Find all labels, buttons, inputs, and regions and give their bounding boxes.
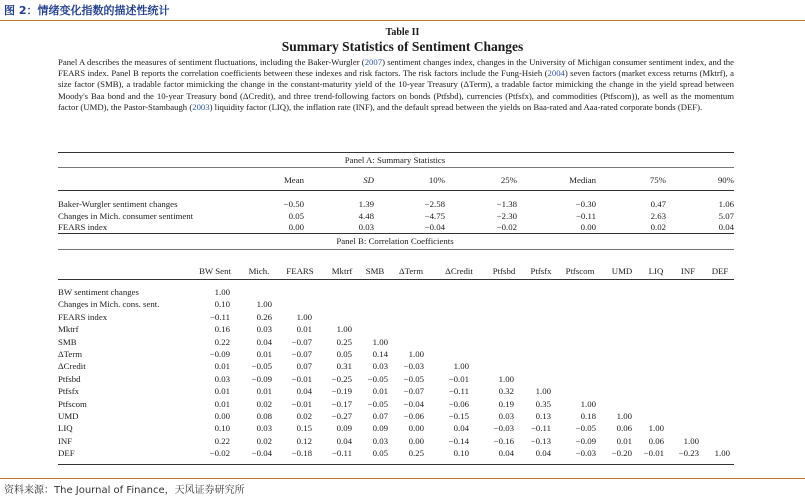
panel-b-row-label: Ptfsfx <box>58 386 80 397</box>
panel-b-cell: 1.00 <box>683 435 699 446</box>
panel-b-row-label: ΔTerm <box>58 349 83 359</box>
header-rule <box>0 20 805 21</box>
panel-a-col-header: 10% <box>428 175 445 185</box>
panel-a-cell: −0.30 <box>575 199 596 209</box>
panel-a-row-label: Baker-Wurgler sentiment changes <box>58 199 178 209</box>
panel-b-cell: 0.08 <box>256 411 272 421</box>
panel-a-cell: −0.02 <box>496 222 517 232</box>
panel-b-cell: −0.09 <box>251 373 272 384</box>
panel-b-cell: 0.03 <box>214 373 230 384</box>
caption-text: ) seven factors (market excess returns (Mktrf), a size factor (SMB), a tradable factor mimicking the change in the constant-maturity yield of the 10-year Treasury (ΔTerm), a tradable factor mimicking the change in the yield spread between Moody's Baa bond and the 10-year Treasury bond (ΔCredit), and three trend-following factors on bonds (Ptfsbd), currencies (Ptfsfx), and commodities (Ptfscom)), as well as the momentum factor (UMD), the Pastor-Stambaugh ( <box>58 68 734 112</box>
panel-b-cell: 0.12 <box>296 435 312 446</box>
panel-a-cell: −0.11 <box>575 211 596 221</box>
panel-b-cell: −0.09 <box>209 349 230 359</box>
panel-b-col-header: Ptfscom <box>565 266 595 276</box>
panel-a-header-rule <box>58 190 734 191</box>
panel-b-bottom-rule <box>58 464 734 465</box>
panel-a-col-header: Mean <box>283 175 304 185</box>
panel-b-cell: −0.20 <box>611 448 632 459</box>
panel-a-title-rule <box>58 167 734 168</box>
panel-a-cell: 0.00 <box>288 222 304 232</box>
panel-a-cell: 0.02 <box>650 222 666 232</box>
panel-b-cell: 1.00 <box>336 324 352 335</box>
panel-a-cell: 4.48 <box>358 211 374 221</box>
panel-b-cell: 1.00 <box>453 361 469 372</box>
panel-b-cell: 0.25 <box>336 336 352 347</box>
panel-b-row-label: FEARS index <box>58 311 108 322</box>
panel-b-cell: 0.22 <box>214 435 230 446</box>
panel-b-cell: 0.14 <box>372 349 388 359</box>
panel-b-cell: 0.05 <box>336 349 352 359</box>
panel-b-col-header: ΔTerm <box>398 266 424 276</box>
table-label: Table II <box>385 27 420 38</box>
panel-b-cell: −0.16 <box>493 435 514 446</box>
panel-b-col-header: Ptfsbd <box>492 266 516 276</box>
panel-b-cell: −0.06 <box>448 398 469 409</box>
panel-b-cell: −0.27 <box>331 411 352 421</box>
panel-b-cell: 0.00 <box>408 423 424 434</box>
panel-b-cell: −0.17 <box>331 398 352 409</box>
panel-b-cell: 0.13 <box>535 411 551 421</box>
panel-b-row-label: Ptfsbd <box>58 373 81 384</box>
panel-b-cell: 0.00 <box>408 435 424 446</box>
panel-a-col-header: 90% <box>717 175 734 185</box>
panel-a-col-header: SD <box>363 175 374 185</box>
panel-b-col-header: INF <box>680 266 696 276</box>
panel-b-col-header: BW Sent <box>199 266 231 276</box>
panel-b-cell: 0.10 <box>453 448 469 459</box>
panel-a-cell: −2.58 <box>424 199 445 209</box>
panel-b-cell: −0.07 <box>291 349 312 359</box>
panel-b-cell: −0.15 <box>448 411 469 421</box>
panel-b-header-rule <box>58 279 734 280</box>
panel-b-cell: 0.04 <box>296 386 312 397</box>
panel-b-cell: 0.04 <box>256 336 272 347</box>
panel-a-top-rule <box>58 152 734 153</box>
footer-rule <box>0 478 805 479</box>
panel-b-cell: 0.01 <box>372 386 388 397</box>
panel-b-cell: 0.03 <box>372 435 388 446</box>
panel-b-cell: 0.01 <box>296 324 312 335</box>
panel-a-cell: 0.03 <box>358 222 374 232</box>
panel-a-col-header: 75% <box>649 175 666 185</box>
panel-b-title-rule <box>58 249 734 250</box>
panel-b-cell: −0.01 <box>291 373 312 384</box>
source-note: 资料来源：The Journal of Finance，天风证券研究所 <box>4 485 245 496</box>
panel-b-cell: 0.07 <box>296 361 312 372</box>
panel-b-cell: −0.05 <box>403 373 424 384</box>
panel-b-cell: 1.00 <box>256 299 272 310</box>
panel-b-cell: 0.09 <box>336 423 352 434</box>
panel-b-col-header: SMB <box>365 266 385 276</box>
panel-b-cell: 0.03 <box>256 324 272 335</box>
panel-a-row-label: FEARS index <box>58 222 108 232</box>
panel-b-cell: 0.07 <box>372 411 388 421</box>
panel-b-row-label: UMD <box>58 411 79 421</box>
panel-b-col-header: Mktrf <box>331 266 353 276</box>
panel-b-cell: −0.07 <box>403 386 424 397</box>
panel-b-cell: −0.05 <box>251 361 272 372</box>
panel-b-cell: −0.11 <box>331 448 352 459</box>
panel-b-cell: 0.32 <box>498 386 514 397</box>
panel-b-cell: 0.01 <box>214 398 230 409</box>
panel-b-col-header: Ptfsfx <box>530 266 552 276</box>
panel-b-row-label: Mktrf <box>58 324 79 335</box>
table-title: Summary Statistics of Sentiment Changes <box>281 39 524 54</box>
panel-b-title: Panel B: Correlation Coefficients <box>336 236 454 246</box>
panel-b-cell: 1.00 <box>714 448 730 459</box>
panel-b-cell: 1.00 <box>616 411 632 421</box>
panel-b-col-header: FEARS <box>286 266 314 276</box>
panel-b-cell: 0.02 <box>256 435 272 446</box>
panel-b-cell: −0.01 <box>291 398 312 409</box>
panel-b-cell: −0.05 <box>367 373 388 384</box>
panel-b-row-label: Changes in Mich. cons. sent. <box>58 299 160 310</box>
panel-b-cell: −0.11 <box>448 386 469 397</box>
panel-a-row-label: Changes in Mich. consumer sentiment <box>58 211 194 221</box>
panel-b-cell: −0.01 <box>643 448 664 459</box>
paper-page <box>0 24 805 476</box>
panel-b-cell: −0.03 <box>575 448 596 459</box>
panel-b-cell: −0.04 <box>403 398 424 409</box>
citation-link[interactable]: 2007 <box>364 57 383 67</box>
panel-b-cell: 0.18 <box>580 411 596 421</box>
panel-a-cell: −0.50 <box>283 199 304 209</box>
panel-b-cell: 0.31 <box>336 361 352 372</box>
panel-b-cell: −0.11 <box>530 423 551 434</box>
panel-b-cell: −0.11 <box>209 311 230 322</box>
figure-title: 图 2：情绪变化指数的描述性统计 <box>4 4 170 17</box>
panel-a-cell: 2.63 <box>650 211 666 221</box>
panel-b-cell: 0.01 <box>214 361 230 372</box>
panel-b-cell: 0.10 <box>214 299 230 310</box>
panel-b-cell: 0.04 <box>336 435 352 446</box>
panel-b-cell: −0.03 <box>493 423 514 434</box>
panel-b-cell: −0.03 <box>403 361 424 372</box>
panel-b-cell: 1.00 <box>498 373 514 384</box>
caption-text: ) liquidity factor (LIQ), the inflation rate (INF), and the default spread between the yields on Baa-rated and Aaa-rated corporate bonds (DEF). <box>209 101 703 112</box>
panel-a-cell: 1.39 <box>358 199 374 209</box>
panel-b-cell: −0.06 <box>403 411 424 421</box>
panel-b-cell: 0.01 <box>616 435 632 446</box>
panel-b-cell: 0.35 <box>535 398 551 409</box>
panel-a-cell: −1.38 <box>496 199 517 209</box>
caption-text: Panel A describes the measures of sentiment fluctuations, including the Baker-Wurgler ( <box>58 57 365 67</box>
panel-b-cell: 0.25 <box>408 448 424 459</box>
panel-b-cell: 1.00 <box>296 311 312 322</box>
panel-b-cell: 1.00 <box>372 336 388 347</box>
panel-b-cell: 1.00 <box>408 349 424 359</box>
panel-b-cell: 0.09 <box>372 423 388 434</box>
panel-a-col-header: 25% <box>500 175 517 185</box>
panel-b-cell: 0.01 <box>256 386 272 397</box>
panel-b-cell: 1.00 <box>535 386 551 397</box>
panel-b-cell: −0.13 <box>530 435 551 446</box>
panel-b-cell: −0.07 <box>291 336 312 347</box>
panel-a-cell: 0.00 <box>580 222 596 232</box>
panel-b-cell: 0.16 <box>214 324 230 335</box>
panel-b-cell: 0.10 <box>214 423 230 434</box>
panel-a-cell: −4.75 <box>424 211 445 221</box>
table-caption <box>58 57 734 113</box>
panel-b-row-label: ΔCredit <box>58 361 86 372</box>
panel-a-cell: 0.04 <box>718 222 734 232</box>
panel-b-cell: 1.00 <box>580 398 596 409</box>
panel-b-cell: −0.01 <box>448 373 469 384</box>
panel-b-col-header: UMD <box>611 266 633 276</box>
panel-b-row-label: LIQ <box>58 423 73 434</box>
panel-b-cell: 0.06 <box>616 423 632 434</box>
panel-b-col-header: LIQ <box>648 266 664 276</box>
panel-b-cell: 0.00 <box>214 411 230 421</box>
panel-a-cell: −0.04 <box>424 222 445 232</box>
panel-b-row-label: SMB <box>58 336 77 347</box>
panel-a-title: Panel A: Summary Statistics <box>344 155 446 165</box>
panel-b-cell: 0.03 <box>256 423 272 434</box>
panel-a-cell: 1.06 <box>718 199 734 209</box>
caption-text: ) sentiment changes index, changes in the University of Michigan consumer sentiment index, and the FEARS index. Panel B reports the correlation coefficients between these indexes and risk factors. The risk factors include the Fung-Hsieh ( <box>58 57 734 79</box>
panel-b-cell: 0.03 <box>498 411 514 421</box>
panel-b-cell: −0.14 <box>448 435 469 446</box>
panel-b-cell: 0.26 <box>256 311 272 322</box>
panel-b-row-label: DEF <box>58 448 75 459</box>
panel-b-col-header: Mich. <box>248 266 270 276</box>
panel-b-cell: −0.25 <box>331 373 352 384</box>
panel-b-row-label: BW sentiment changes <box>58 287 139 297</box>
panel-b-cell: 0.04 <box>498 448 514 459</box>
panel-a-bottom-rule <box>58 233 734 234</box>
panel-b-cell: 1.00 <box>648 423 664 434</box>
panel-b-cell: −0.04 <box>251 448 272 459</box>
citation-link[interactable]: 2003 <box>192 101 210 112</box>
panel-a-cell: 0.05 <box>288 211 304 221</box>
panel-b-cell: 0.01 <box>256 349 272 359</box>
panel-b-cell: 0.03 <box>372 361 388 372</box>
panel-b-cell: 0.05 <box>372 448 388 459</box>
panel-b-cell: −0.05 <box>367 398 388 409</box>
panel-b-col-header: DEF <box>711 266 729 276</box>
panel-b-cell: −0.09 <box>575 435 596 446</box>
panel-a-col-header: Median <box>569 175 596 185</box>
citation-link[interactable]: 2004 <box>547 68 565 79</box>
panel-a-cell: 0.47 <box>650 199 666 209</box>
panel-b-cell: 0.22 <box>214 336 230 347</box>
panel-b-row-label: Ptfscom <box>58 398 87 409</box>
panel-b-cell: 0.02 <box>256 398 272 409</box>
panel-b-col-header: ΔCredit <box>445 266 473 276</box>
panel-a-cell: 5.07 <box>718 211 734 221</box>
panel-b-cell: 0.04 <box>453 423 469 434</box>
panel-b-cell: 0.01 <box>214 386 230 397</box>
panel-b-cell: 1.00 <box>214 287 230 297</box>
panel-b-cell: −0.05 <box>575 423 596 434</box>
panel-b-cell: −0.02 <box>209 448 230 459</box>
panel-a-cell: −2.30 <box>496 211 517 221</box>
panel-b-cell: 0.15 <box>296 423 312 434</box>
panel-b-row-label: INF <box>58 435 73 446</box>
panel-b-cell: 0.19 <box>498 398 514 409</box>
panel-b-cell: 0.02 <box>296 411 312 421</box>
panel-b-cell: −0.19 <box>331 386 352 397</box>
panel-b-cell: 0.06 <box>648 435 664 446</box>
panel-b-cell: 0.04 <box>535 448 551 459</box>
panel-b-cell: −0.23 <box>678 448 699 459</box>
panel-b-cell: −0.18 <box>291 448 312 459</box>
